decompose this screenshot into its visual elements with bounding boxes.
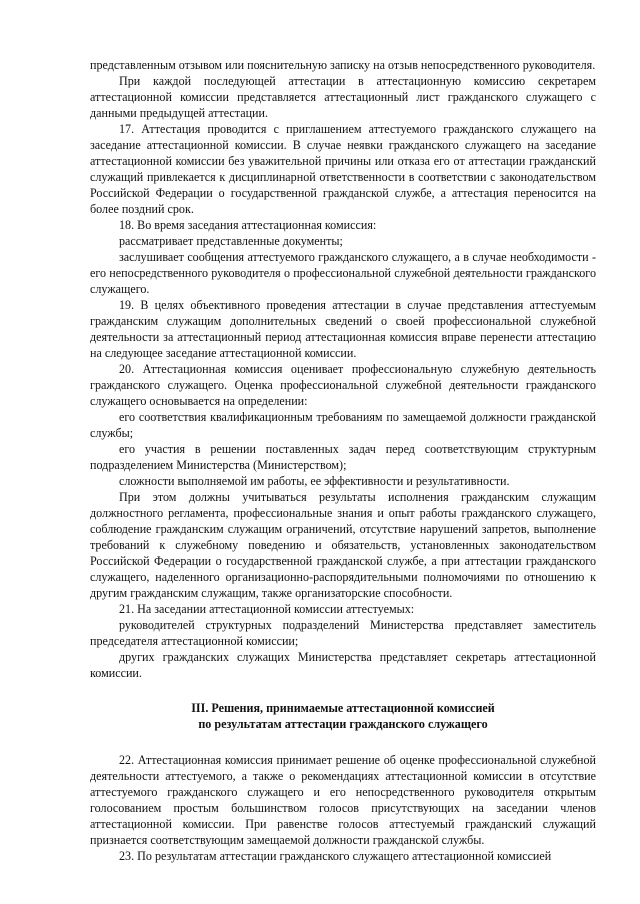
paragraph-item-23: 23. По результатам аттестации гражданского служащего аттестационной комиссией bbox=[119, 849, 552, 863]
section-heading bbox=[90, 700, 596, 732]
paragraph: представленным отзывом или пояснительную записку на отзыв непосредственного руководителя. bbox=[90, 58, 596, 72]
paragraph: При каждой последующей аттестации в аттестационную комиссию секретарем аттестационной комиссии представляется аттестационный лист гражданского служащего с данными предыдущей аттестации. bbox=[90, 74, 596, 120]
paragraph: рассматривает представленные документы; bbox=[119, 234, 343, 248]
section-heading-line-2: по результатам аттестации гражданского служащего bbox=[198, 717, 488, 731]
paragraph-item-18: 18. Во время заседания аттестационная комиссия: bbox=[119, 218, 377, 232]
paragraph-item-22: 22. Аттестационная комиссия принимает решение об оценке профессиональной служебной деятельности аттестуемого, а также о рекомендациях аттестационной комиссии в отсутствие аттестуемого гражданского служащего и его непосредственного руководителя открытым голосованием простым большинством голосов присутствующих на заседании членов аттестационной комиссии. При равенстве голосов аттестуемый гражданский служащий признается соответствующим замещаемой должности гражданской службы. bbox=[90, 753, 596, 847]
body-text-before bbox=[90, 57, 596, 681]
paragraph: сложности выполняемой им работы, ее эффективности и результативности. bbox=[119, 474, 510, 488]
paragraph: его соответствия квалификационным требованиям по замещаемой должности гражданской службы; bbox=[90, 410, 596, 440]
body-text-after bbox=[90, 752, 596, 864]
paragraph-item-20: 20. Аттестационная комиссия оценивает профессиональную служебную деятельность гражданского служащего. Оценка профессиональной служебной деятельности гражданского служащего основывается на определении: bbox=[90, 362, 596, 408]
paragraph-item-17: 17. Аттестация проводится с приглашением аттестуемого гражданского служащего на заседание аттестационной комиссии. В случае неявки гражданского служащего на заседание аттестационной комиссии без уважительной причины или отказа его от аттестации гражданский служащий привлекается к дисциплинарной ответственности в соответствии с законодательством Российской Федерации о государственной гражданской службе, а аттестация переносится на более поздний срок. bbox=[90, 122, 596, 216]
paragraph: его участия в решении поставленных задач перед соответствующим структурным подразделением Министерства (Министерством); bbox=[90, 442, 596, 472]
paragraph: При этом должны учитываться результаты исполнения гражданским служащим должностного регламента, профессиональные знания и опыт работы гражданского служащего, соблюдение гражданским служащим ограничений, отсутствие нарушений запретов, выполнение требований к служебному поведению и обязательств, установленных законодательством Российской Федерации о государственной гражданской службе, а при аттестации гражданского служащего, наделенного организационно-распорядительными полномочиями по отношению к другим гражданским служащим, также организаторские способности. bbox=[90, 490, 596, 600]
document-page bbox=[90, 57, 596, 864]
paragraph-item-19: 19. В целях объективного проведения аттестации в случае представления аттестуемым гражданским служащим дополнительных сведений о своей профессиональной служебной деятельности за аттестационный период аттестационная комиссия вправе перенести аттестацию на следующее заседание аттестационной комиссии. bbox=[90, 298, 596, 360]
paragraph: других гражданских служащих Министерства представляет секретарь аттестационной комиссии. bbox=[90, 650, 596, 680]
section-heading-line-1: III. Решения, принимаемые аттестационной комиссией bbox=[191, 701, 495, 715]
paragraph: руководителей структурных подразделений Министерства представляет заместитель председателя аттестационной комиссии; bbox=[90, 618, 596, 648]
paragraph-item-21: 21. На заседании аттестационной комиссии аттестуемых: bbox=[119, 602, 415, 616]
paragraph: заслушивает сообщения аттестуемого гражданского служащего, а в случае необходимости - его непосредственного руководителя о профессиональной служебной деятельности гражданского служащего. bbox=[90, 250, 596, 296]
